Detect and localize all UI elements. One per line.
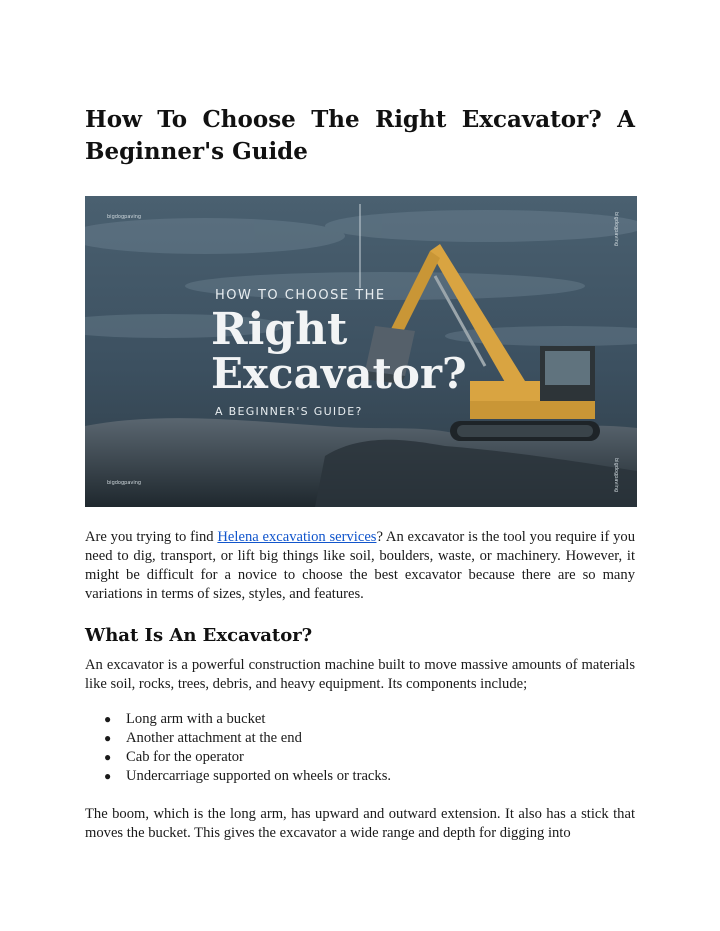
hero-line1: HOW TO CHOOSE THE: [215, 288, 386, 303]
hero-brand-bottom-right: bigdogpaving: [613, 458, 619, 493]
list-item: [85, 767, 635, 786]
list-item: [85, 729, 635, 748]
component-list: [85, 710, 635, 786]
helena-excavation-link[interactable]: Helena excavation services: [217, 529, 377, 545]
hero-line3: Excavator?: [211, 349, 467, 398]
intro-text-before: Are you trying to find: [85, 529, 218, 545]
list-item-text: Undercarriage supported on wheels or tracks.: [126, 768, 392, 784]
hero-line2: Right: [211, 304, 348, 355]
hero-brand-top-right: bigdogpaving: [613, 212, 619, 247]
section-heading: What Is An Excavator?: [85, 625, 313, 646]
bullet-icon: ●: [104, 750, 112, 764]
hero-brand-top-left: bigdogpaving: [107, 214, 142, 220]
page-title: How To Choose The Right Excavator? A Beginner's Guide: [85, 106, 635, 165]
list-item-text: Another attachment at the end: [126, 730, 302, 746]
hero-line4: A BEGINNER'S GUIDE?: [215, 405, 363, 418]
list-item-text: Cab for the operator: [126, 749, 244, 765]
hero-brand-bottom-left: bigdogpaving: [107, 480, 142, 486]
list-item: [85, 748, 635, 767]
hero-image: [85, 196, 637, 507]
bullet-icon: ●: [104, 731, 112, 745]
bullet-icon: ●: [104, 712, 112, 726]
closing-paragraph: The boom, which is the long arm, has upward and outward extension. It also has a stick that moves the bucket. This gives the excavator a wide range and depth for digging into: [85, 806, 635, 841]
hero-illustration: [85, 196, 637, 507]
intro-text-after: ? An excavator is the tool you require if you need to dig, transport, or lift big things like soil, boulders, waste, or machinery. However, it might be difficult for a novice to choose the best excavator because there are so many variations in terms of sizes, styles, and features.: [85, 529, 635, 602]
list-item: [85, 710, 635, 729]
intro-paragraph: [85, 528, 635, 604]
section-paragraph: An excavator is a powerful construction machine built to move massive amounts of materials like soil, rocks, trees, debris, and heavy equipment. Its components include;: [85, 657, 635, 692]
list-item-text: Long arm with a bucket: [126, 711, 266, 727]
bullet-icon: ●: [104, 769, 112, 783]
